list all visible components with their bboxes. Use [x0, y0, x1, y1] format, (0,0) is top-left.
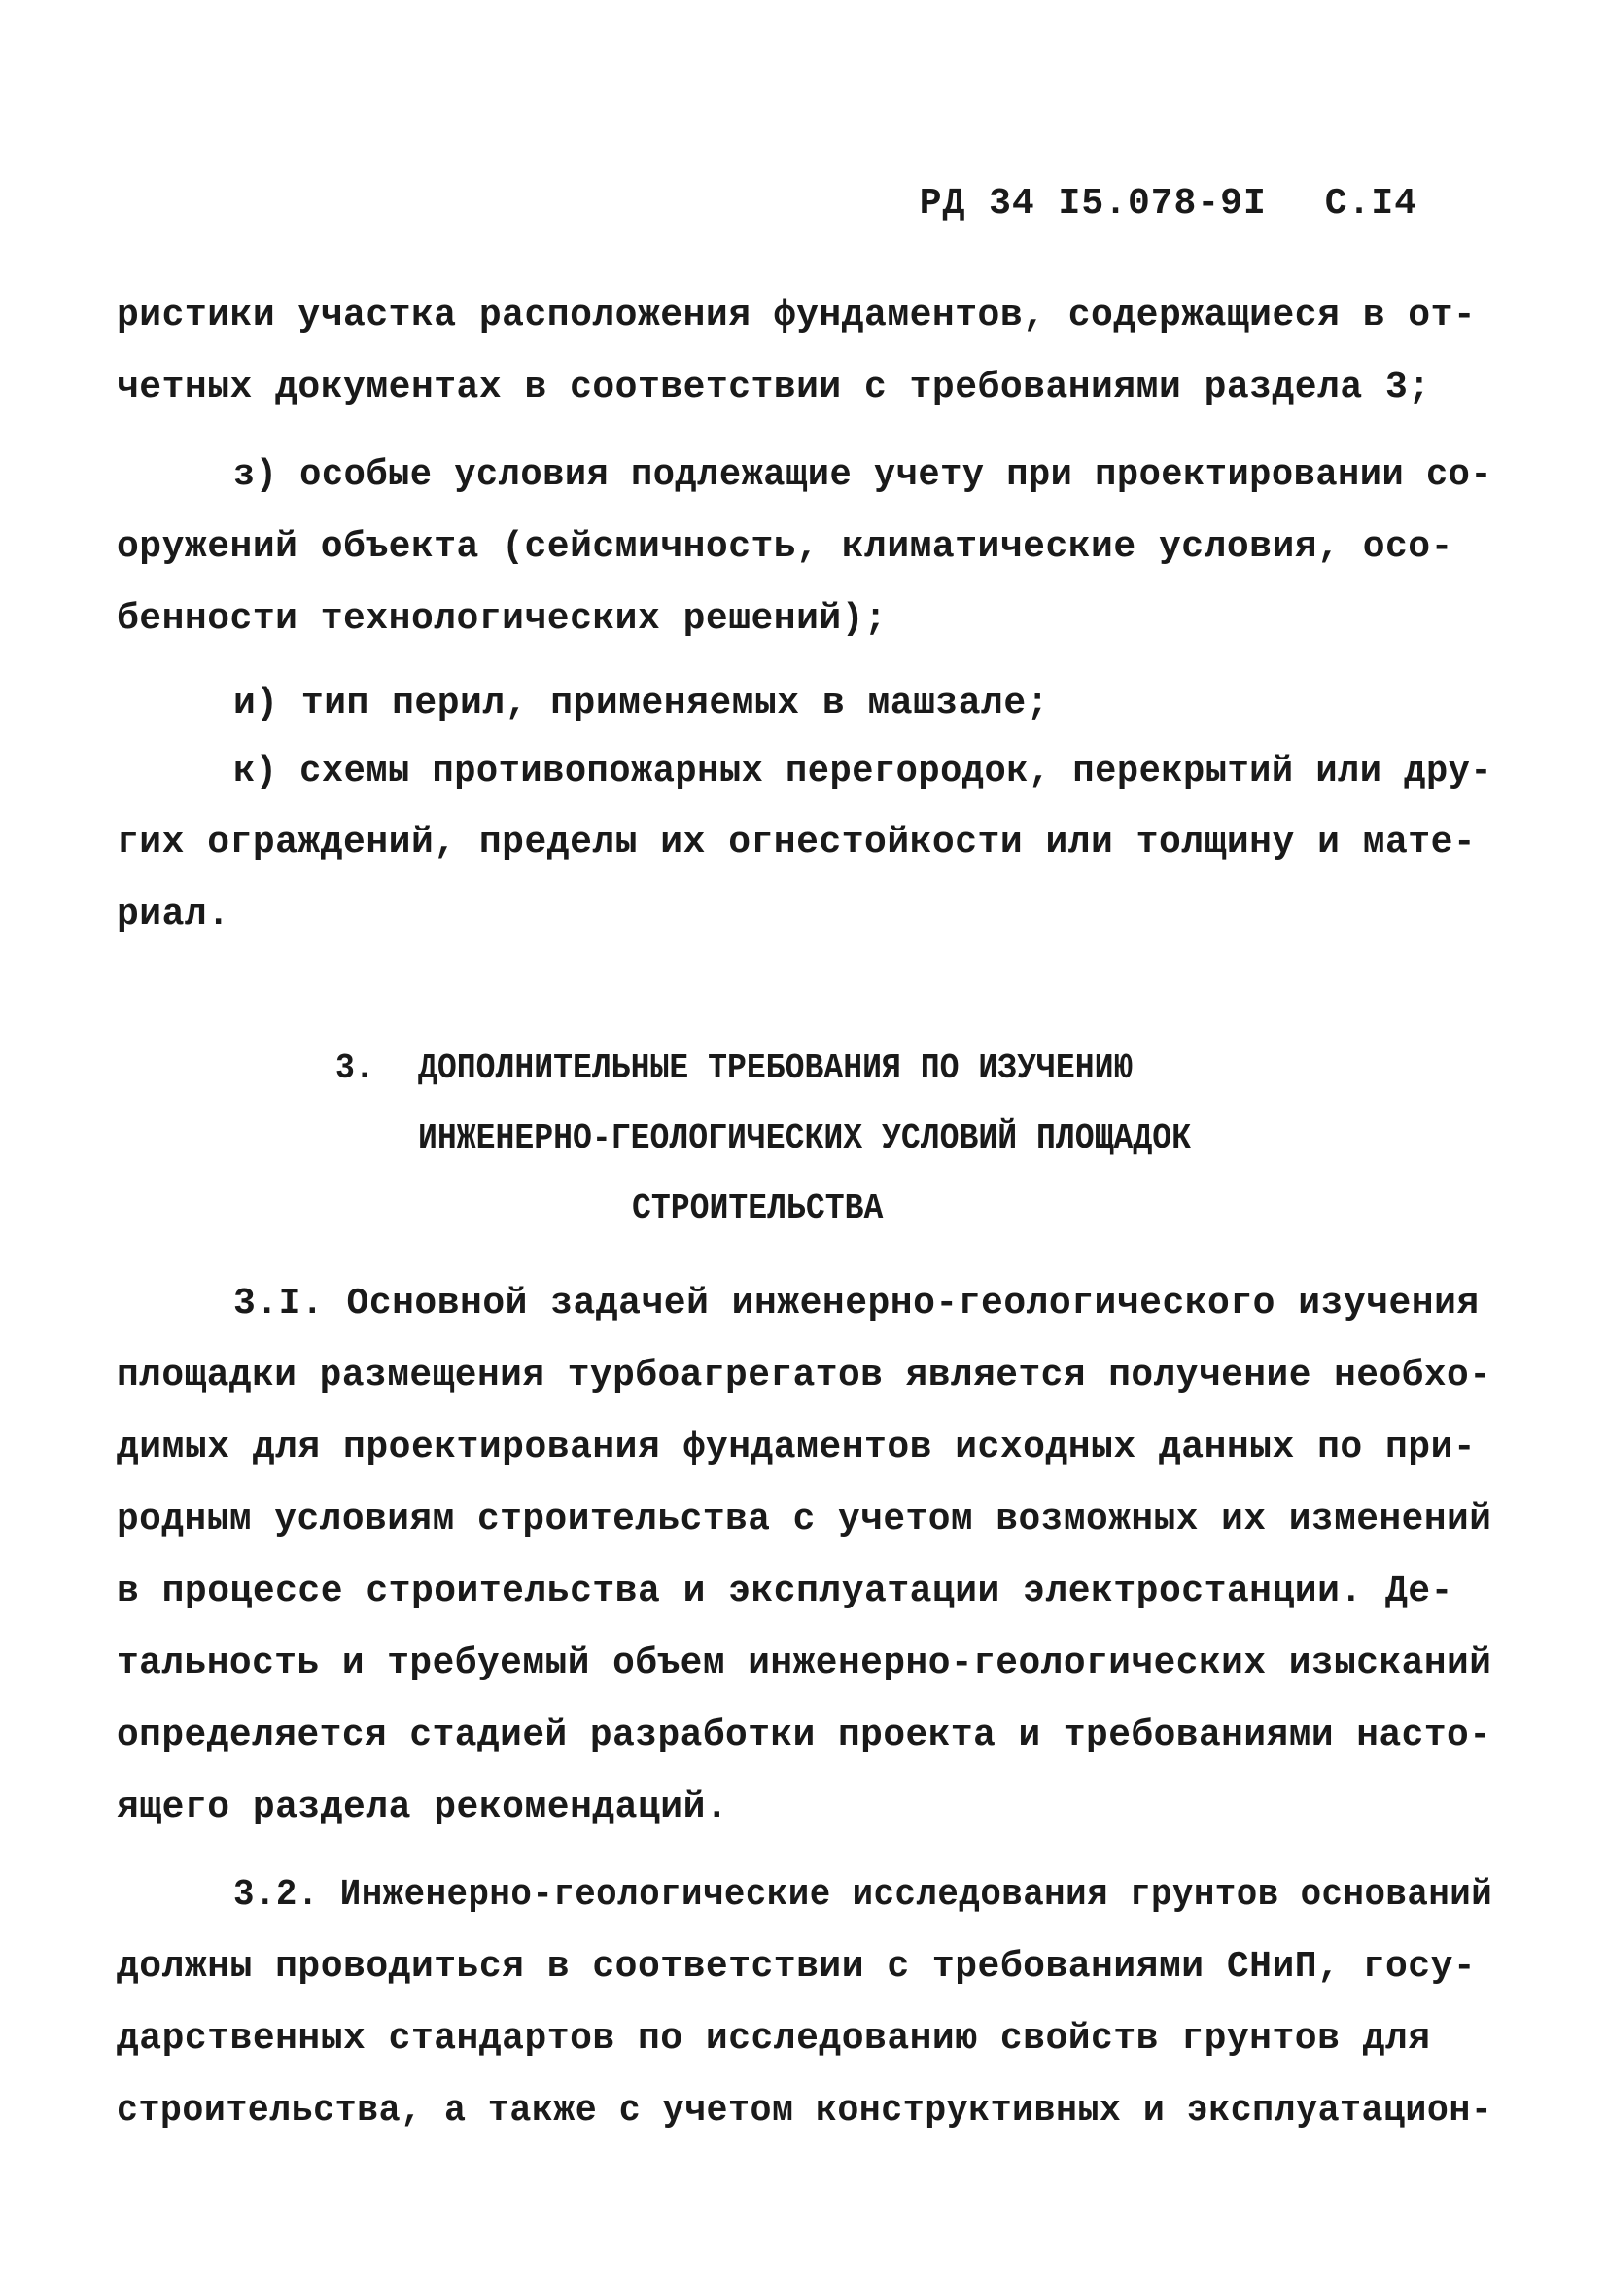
- document-code: РД 34 I5.078-9I: [919, 183, 1267, 225]
- text-line: ристики участка расположения фундаментов, содержащиеся в от-: [117, 295, 1477, 336]
- paragraph-3-1-line: ящего раздела рекомендаций.: [117, 1786, 729, 1828]
- paragraph-3-1-line: площадки размещения турбоагрегатов является получение необхо-: [117, 1355, 1492, 1396]
- list-item: и) тип перил, применяемых в машзале;: [233, 683, 1049, 724]
- text-line: четных документах в соответствии с требованиями раздела 3;: [117, 367, 1431, 408]
- paragraph-3-1-line: димых для проектирования фундаментов исходных данных по при-: [117, 1427, 1477, 1468]
- section-title-line2: ИНЖЕНЕРНО-ГЕОЛОГИЧЕСКИХ УСЛОВИЙ ПЛОЩАДОК: [418, 1118, 1192, 1158]
- section-title-line1: ДОПОЛНИТЕЛЬНЫЕ ТРЕБОВАНИЯ ПО ИЗУЧЕНИЮ: [418, 1048, 1134, 1088]
- text-line: риал.: [117, 894, 230, 936]
- paragraph-3-2-line: 3.2. Инженерно-геологические исследования грунтов оснований: [233, 1874, 1493, 1916]
- paragraph-3-2-line: строительства, а также с учетом конструктивных и эксплуатацион-: [117, 2090, 1493, 2132]
- paragraph-3-1-line: родным условиям строительства с учетом возможных их изменений: [117, 1499, 1492, 1540]
- text-line: оружений объекта (сейсмичность, климатические условия, осо-: [117, 526, 1453, 568]
- paragraph-3-1-line: 3.I. Основной задачей инженерно-геологического изучения: [233, 1283, 1480, 1325]
- section-number: 3.: [335, 1048, 374, 1088]
- paragraph-3-2-line: дарственных стандартов по исследованию свойств грунтов для: [117, 2018, 1431, 2060]
- section-title-line3: СТРОИТЕЛЬСТВА: [632, 1188, 884, 1228]
- paragraph-3-2-line: должны проводиться в соответствии с требованиями СНиП, госу-: [117, 1946, 1477, 1988]
- list-item: к) схемы противопожарных перегородок, перекрытий или дру-: [233, 751, 1493, 793]
- page-number: С.I4: [1324, 183, 1417, 225]
- text-line: гих ограждений, пределы их огнестойкости или толщину и мате-: [117, 822, 1477, 864]
- list-item: з) особые условия подлежащие учету при проектировании со-: [233, 454, 1493, 496]
- page-header: [920, 183, 1417, 225]
- paragraph-3-1-line: тальность и требуемый объем инженерно-геологических изысканий: [117, 1643, 1492, 1684]
- paragraph-3-1-line: определяется стадией разработки проекта и требованиями насто-: [117, 1714, 1492, 1756]
- text-line: бенности технологических решений);: [117, 598, 888, 640]
- paragraph-3-1-line: в процессе строительства и эксплуатации электростанции. Де-: [117, 1571, 1453, 1612]
